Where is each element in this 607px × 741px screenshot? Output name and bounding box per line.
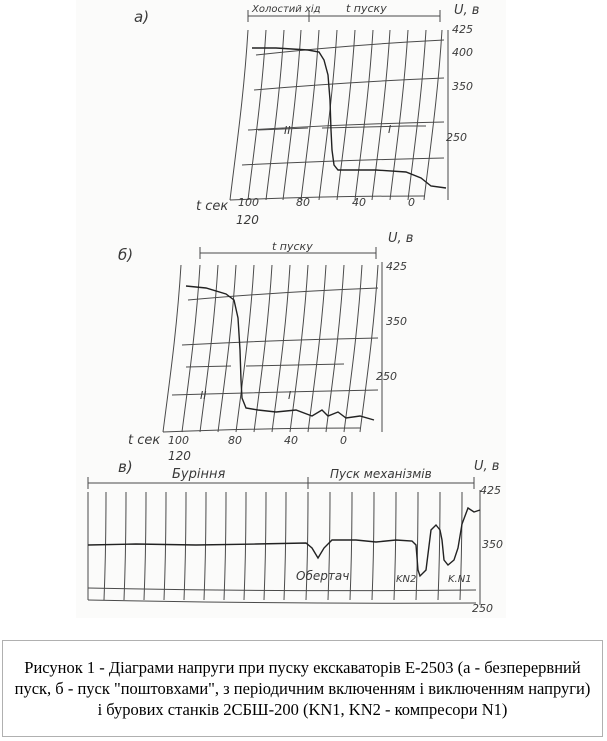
panel-b-start-label: t пуску <box>272 240 313 253</box>
panel-c-event-kn1: K.N1 <box>448 574 472 585</box>
panel-a-vtick-350: 350 <box>452 80 473 93</box>
panel-c-event-kn2: KN2 <box>396 574 417 585</box>
panel-a-ttick-80: 80 <box>296 196 310 209</box>
panel-c-voltage-curve <box>88 508 480 576</box>
caption-box <box>2 640 603 737</box>
panel-b-vtick-350: 350 <box>386 315 407 328</box>
panel-a-tag: а) <box>134 8 150 26</box>
panel-c-vtick-425: 425 <box>480 484 501 497</box>
panel-b-voltage-axis-label: U, в <box>388 231 414 246</box>
panel-a-start-label: t пуску <box>346 2 387 15</box>
panel-a-vtick-400: 400 <box>452 46 473 59</box>
diagram-figure <box>76 0 506 618</box>
panel-a-grid <box>230 10 448 200</box>
panel-b-vtick-250: 250 <box>376 370 397 383</box>
panel-b-zone-1: І <box>288 389 292 402</box>
panel-b-ttick-40: 40 <box>284 434 298 447</box>
panel-b-voltage-curve <box>186 286 374 420</box>
panel-a-zone-2: ІІ <box>284 124 291 137</box>
panel-a-vtick-425: 425 <box>452 23 473 36</box>
panel-b-tag: б) <box>118 246 134 264</box>
panel-a-zone-1: І <box>388 123 392 136</box>
panel-b-ttick-100: 100 <box>168 434 189 447</box>
panel-a-vtick-250: 250 <box>446 131 467 144</box>
panel-c-grid <box>88 477 480 605</box>
panel-b-time-axis-label: t сек <box>128 433 161 448</box>
panel-a-time-axis-label: t сек <box>196 199 229 214</box>
panel-b-vtick-425: 425 <box>386 260 407 273</box>
panel-a-ttick-100: 100 <box>238 196 259 209</box>
panel-b-ttick-80: 80 <box>228 434 242 447</box>
panel-a-ttick-40: 40 <box>352 196 366 209</box>
panel-c-event-rotator: Обертач <box>296 569 350 583</box>
panel-c-vtick-350: 350 <box>482 538 503 551</box>
panel-a-idle-label: Холостий хід <box>252 4 321 15</box>
panel-c-voltage-axis-label: U, в <box>474 459 500 474</box>
panel-c-tag: в) <box>118 458 133 476</box>
panel-a-ttick-120: 120 <box>236 213 259 227</box>
panel-c-vtick-250: 250 <box>472 602 493 615</box>
panel-c-start-label: Пуск механізмів <box>330 467 432 481</box>
panel-c-drilling-label: Буріння <box>172 467 226 482</box>
panel-a-voltage-axis-label: U, в <box>454 3 480 18</box>
panel-b-grid <box>163 247 382 432</box>
panel-b-zone-2: ІІ <box>200 389 207 402</box>
figure-caption: Рисунок 1 - Діаграми напруги при пуску екскаваторів Е-2503 (а - безперервний пуск, б - пуск "поштовхами", з періодичним включенням і виключенням напруги) і бурових станків 2СБШ-200 (KN1, KN2 - компресори N1) <box>14 658 591 719</box>
panel-b-ttick-0: 0 <box>340 434 347 447</box>
panel-b-ttick-120: 120 <box>168 449 191 463</box>
panel-a-ttick-0: 0 <box>408 196 415 209</box>
